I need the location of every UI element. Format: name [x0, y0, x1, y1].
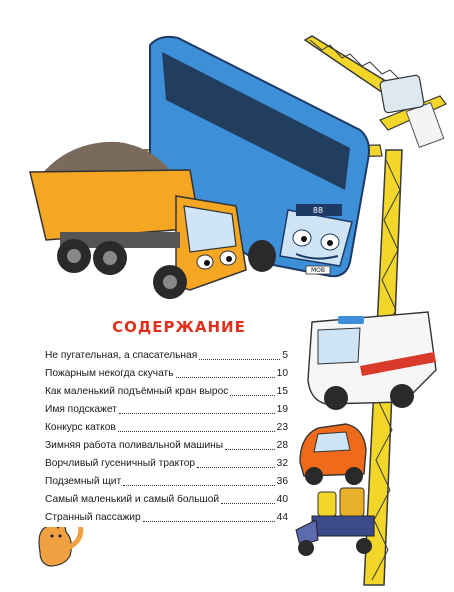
toc-entry-title: Имя подскажет [45, 401, 118, 419]
bus-route-number: 88 [312, 206, 324, 215]
toc-entry[interactable] [45, 437, 288, 455]
toc-leader-dots [123, 473, 275, 486]
toc-entry[interactable] [45, 419, 288, 437]
toc-entry[interactable] [45, 401, 288, 419]
toc-entry-page: 36 [276, 473, 288, 491]
toc-entry[interactable] [45, 473, 288, 491]
toc-entry-title: Зимняя работа поливальной машины [45, 437, 224, 455]
ambulance-icon [308, 312, 436, 410]
toc-leader-dots [225, 437, 275, 450]
toc-entry-title: Конкурс катков [45, 419, 117, 437]
toc-leader-dots [143, 509, 275, 522]
toc-entry-title: Пожарным некогда скучать [45, 365, 175, 383]
toc-entry-title: Не пугательная, а спасательная [45, 347, 198, 365]
cargo-scooter-icon [296, 488, 374, 556]
toc-leader-dots [230, 383, 274, 396]
toc-entry-title: Ворчливый гусеничный трактор [45, 455, 196, 473]
toc-entry-page: 10 [276, 365, 288, 383]
toc-leader-dots [197, 455, 275, 468]
toc-entry-page: 5 [281, 347, 288, 365]
toc-title: СОДЕРЖАНИЕ [112, 318, 246, 336]
small-car-icon [300, 424, 366, 485]
toc-leader-dots [199, 347, 280, 360]
toc-entry[interactable] [45, 509, 288, 527]
toc-entry-title: Самый маленький и самый большой [45, 491, 220, 509]
toc-entry[interactable] [45, 491, 288, 509]
toc-entry[interactable] [45, 365, 288, 383]
toc-entry-title: Как маленький подъёмный кран вырос [45, 383, 229, 401]
table-of-contents [45, 347, 288, 527]
toc-entry-page: 19 [276, 401, 288, 419]
toc-entry-page: 44 [276, 509, 288, 527]
toc-entry[interactable] [45, 383, 288, 401]
toc-entry[interactable] [45, 347, 288, 365]
toc-entry[interactable] [45, 455, 288, 473]
toc-leader-dots [119, 401, 275, 414]
toc-entry-title: Странный пассажир [45, 509, 142, 527]
toc-entry-page: 32 [276, 455, 288, 473]
toc-entry-title: Подземный щит [45, 473, 122, 491]
toc-leader-dots [221, 491, 275, 504]
toc-entry-page: 15 [276, 383, 288, 401]
bus-plate: МОВ [310, 267, 326, 274]
toc-entry-page: 23 [276, 419, 288, 437]
toc-entry-page: 40 [276, 491, 288, 509]
toc-leader-dots [118, 419, 275, 432]
toc-leader-dots [176, 365, 275, 378]
toc-entry-page: 28 [276, 437, 288, 455]
